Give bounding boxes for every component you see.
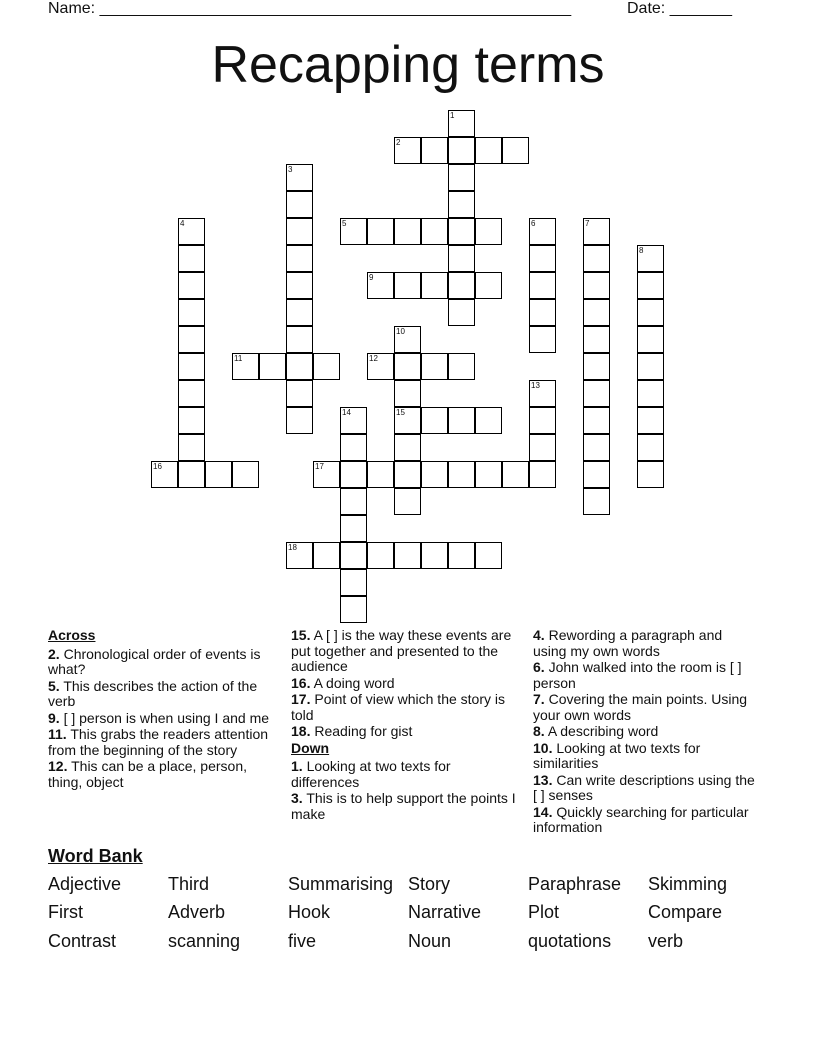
clue-across-17: 17. Point of view which the story is told: [291, 691, 505, 723]
clue-number: 17: [315, 462, 324, 471]
crossword-cell[interactable]: [286, 218, 313, 245]
crossword-cell[interactable]: [367, 218, 394, 245]
crossword-cell[interactable]: [178, 245, 205, 272]
clue-number: 4: [180, 219, 185, 228]
crossword-cell[interactable]: [340, 515, 367, 542]
clue-number: 18: [288, 543, 297, 552]
crossword-cell[interactable]: [475, 272, 502, 299]
crossword-cell[interactable]: [475, 137, 502, 164]
crossword-cell[interactable]: [421, 218, 448, 245]
crossword-cell[interactable]: [394, 380, 421, 407]
crossword-cell[interactable]: [340, 596, 367, 623]
clue-down-7: 7. Covering the main points. Using your own words: [533, 691, 748, 723]
word-bank-item: Contrast: [48, 931, 117, 951]
clue-down-6: 6. John walked into the room is [ ] person: [533, 659, 742, 691]
crossword-cell[interactable]: [286, 191, 313, 218]
crossword-cell[interactable]: [286, 326, 313, 353]
crossword-cell[interactable]: [448, 272, 475, 299]
crossword-cell[interactable]: [394, 218, 421, 245]
clue-number: 13: [531, 381, 540, 390]
word-bank-item: Adverb: [168, 902, 226, 922]
crossword-cell[interactable]: [529, 299, 556, 326]
crossword-cell[interactable]: [475, 407, 502, 434]
word-bank-item: scanning: [168, 931, 241, 951]
word-bank-item: Compare: [648, 902, 723, 922]
crossword-cell[interactable]: [583, 488, 610, 515]
crossword-cell[interactable]: [637, 272, 664, 299]
crossword-cell[interactable]: [583, 353, 610, 380]
clue-number: 9: [369, 273, 374, 282]
crossword-cell[interactable]: [583, 272, 610, 299]
page-title: Recapping terms: [211, 36, 605, 94]
crossword-cell[interactable]: [313, 542, 340, 569]
crossword-cell[interactable]: [421, 272, 448, 299]
crossword-cell[interactable]: [178, 218, 205, 245]
clue-down-1: 1. Looking at two texts for differences: [291, 758, 451, 790]
word-bank-item: Adjective: [48, 874, 122, 894]
crossword-cell[interactable]: [502, 461, 529, 488]
crossword-cell[interactable]: [178, 380, 205, 407]
crossword-cell[interactable]: [340, 461, 367, 488]
crossword-cell[interactable]: [340, 218, 367, 245]
crossword-cell[interactable]: [529, 461, 556, 488]
crossword-cell[interactable]: [232, 461, 259, 488]
crossword-cell[interactable]: [583, 326, 610, 353]
clue-across-9: 9. [ ] person is when using I and me: [48, 709, 270, 726]
crossword-cell[interactable]: [394, 407, 421, 434]
crossword-cell[interactable]: [475, 461, 502, 488]
crossword-cell[interactable]: [448, 137, 475, 164]
word-bank-item: Paraphrase: [528, 874, 622, 894]
clue-across-11: 11. This grabs the readers attention from the beginning of the story: [48, 726, 269, 758]
crossword-cell[interactable]: [340, 434, 367, 461]
crossword-cell[interactable]: [421, 407, 448, 434]
crossword-cell[interactable]: [394, 353, 421, 380]
crossword-cell[interactable]: [448, 164, 475, 191]
crossword-cell[interactable]: [637, 461, 664, 488]
crossword-cell[interactable]: [637, 299, 664, 326]
clue-down-3: 3. This is to help support the points I make: [291, 790, 516, 822]
clue-number: 6: [531, 219, 536, 228]
crossword-cell[interactable]: [394, 272, 421, 299]
crossword-cell[interactable]: [340, 569, 367, 596]
clue-across-15: 15. A [ ] is the way these events are put together and presented to the audience: [291, 627, 512, 674]
word-bank-item: Skimming: [648, 874, 728, 894]
crossword-cell[interactable]: [205, 461, 232, 488]
crossword-cell[interactable]: [367, 272, 394, 299]
crossword-cell[interactable]: [367, 353, 394, 380]
word-bank-item: Noun: [408, 931, 452, 951]
crossword-cell[interactable]: [448, 245, 475, 272]
crossword-cell[interactable]: [448, 191, 475, 218]
crossword-cell[interactable]: [529, 272, 556, 299]
crossword-cell[interactable]: [583, 299, 610, 326]
clue-down-8: 8. A describing word: [533, 723, 659, 739]
crossword-cell[interactable]: [286, 272, 313, 299]
clue-number: 1: [450, 111, 455, 120]
crossword-cell[interactable]: [475, 542, 502, 569]
crossword-cell[interactable]: [340, 407, 367, 434]
crossword-cell[interactable]: [502, 137, 529, 164]
crossword-cell[interactable]: [286, 299, 313, 326]
clue-number: 10: [396, 327, 405, 336]
crossword-cell[interactable]: [448, 461, 475, 488]
clue-down-10: 10. Looking at two texts for similarities: [533, 739, 701, 771]
word-bank-title: Word Bank: [48, 846, 143, 866]
crossword-cell[interactable]: [394, 488, 421, 515]
crossword-cell[interactable]: [448, 407, 475, 434]
crossword-cell[interactable]: [178, 353, 205, 380]
across-heading: Across: [48, 627, 96, 643]
crossword-cell[interactable]: [178, 299, 205, 326]
crossword-cell[interactable]: [583, 245, 610, 272]
crossword-cell[interactable]: [286, 353, 313, 380]
clue-number: 14: [342, 408, 351, 417]
crossword-cell[interactable]: [394, 461, 421, 488]
crossword-cell[interactable]: [637, 245, 664, 272]
crossword-cell[interactable]: [394, 434, 421, 461]
crossword-cell[interactable]: [637, 380, 664, 407]
crossword-cell[interactable]: [286, 542, 313, 569]
crossword-cell[interactable]: [259, 353, 286, 380]
word-bank-item: five: [288, 931, 317, 951]
crossword-cell[interactable]: [178, 461, 205, 488]
crossword-cell[interactable]: [286, 245, 313, 272]
down-heading: Down: [291, 739, 330, 756]
crossword-cell[interactable]: [286, 380, 313, 407]
word-bank-item: Story: [408, 874, 451, 894]
crossword-cell[interactable]: [178, 272, 205, 299]
crossword-cell[interactable]: [286, 164, 313, 191]
crossword-cell[interactable]: [394, 542, 421, 569]
crossword-cell[interactable]: [178, 434, 205, 461]
clue-number: 16: [153, 462, 162, 471]
clue-down-4: 4. Rewording a paragraph and using my own words: [533, 627, 723, 659]
crossword-cell[interactable]: [232, 353, 259, 380]
clues-column-3: [533, 628, 755, 837]
clue-down-13: 13. Can write descriptions using the [ ] senses: [533, 771, 755, 803]
word-bank-item: Hook: [288, 902, 331, 922]
word-bank-item: First: [48, 902, 83, 922]
name-field[interactable]: Name: _____________________________________________________: [48, 0, 572, 17]
clues-column-1: [48, 628, 280, 791]
clue-across-2: 2. Chronological order of events is what?: [48, 645, 261, 677]
crossword-cell[interactable]: [448, 299, 475, 326]
clue-number: 11: [234, 354, 243, 363]
crossword-cell[interactable]: [529, 434, 556, 461]
crossword-cell[interactable]: [448, 218, 475, 245]
crossword-cell[interactable]: [151, 461, 178, 488]
crossword-cell[interactable]: [313, 353, 340, 380]
word-bank-item: Summarising: [288, 874, 394, 894]
clue-number: 12: [369, 354, 378, 363]
clue-number: 15: [396, 408, 405, 417]
crossword-cell[interactable]: [583, 218, 610, 245]
word-bank-item: Plot: [528, 902, 560, 922]
crossword-cell[interactable]: [529, 407, 556, 434]
crossword-cell[interactable]: [583, 380, 610, 407]
crossword-cell[interactable]: [529, 326, 556, 353]
crossword-cell[interactable]: [421, 137, 448, 164]
clue-number: 3: [288, 165, 293, 174]
word-bank-item: Third: [168, 874, 210, 894]
crossword-cell[interactable]: [421, 461, 448, 488]
crossword-cell[interactable]: [286, 407, 313, 434]
crossword-cell[interactable]: [529, 218, 556, 245]
clue-number: 2: [396, 138, 401, 147]
crossword-cell[interactable]: [583, 407, 610, 434]
crossword-cell[interactable]: [583, 461, 610, 488]
crossword-cell[interactable]: [367, 542, 394, 569]
crossword-cell[interactable]: [178, 407, 205, 434]
word-bank-item: verb: [648, 931, 684, 951]
clue-down-14: 14. Quickly searching for particular information: [533, 803, 749, 835]
word-bank-item: quotations: [528, 931, 612, 951]
crossword-cell[interactable]: [448, 110, 475, 137]
crossword-cell[interactable]: [448, 353, 475, 380]
word-bank-item: Narrative: [408, 902, 482, 922]
clue-number: 8: [639, 246, 644, 255]
crossword-cell[interactable]: [340, 542, 367, 569]
clue-number: 5: [342, 219, 347, 228]
clue-across-5: 5. This describes the action of the verb: [48, 677, 258, 709]
clue-across-12: 12. This can be a place, person, thing, object: [48, 758, 247, 790]
crossword-cell[interactable]: [367, 461, 394, 488]
crossword-cell[interactable]: [475, 218, 502, 245]
crossword-cell[interactable]: [421, 353, 448, 380]
crossword-cell[interactable]: [421, 542, 448, 569]
crossword-cell[interactable]: [583, 434, 610, 461]
clue-across-16: 16. A doing word: [291, 674, 395, 691]
crossword-cell[interactable]: [637, 407, 664, 434]
crossword-cell[interactable]: [637, 434, 664, 461]
date-field[interactable]: Date: _______: [627, 0, 732, 17]
crossword-cell[interactable]: [529, 380, 556, 407]
crossword-cell[interactable]: [394, 137, 421, 164]
clues-column-2: [291, 628, 519, 823]
crossword-cell[interactable]: [448, 542, 475, 569]
clue-across-18: 18. Reading for gist: [291, 723, 413, 739]
crossword-cell[interactable]: [529, 245, 556, 272]
clue-number: 7: [585, 219, 590, 228]
crossword-cell[interactable]: [637, 326, 664, 353]
crossword-cell[interactable]: [637, 353, 664, 380]
crossword-cell[interactable]: [178, 326, 205, 353]
crossword-cell[interactable]: [340, 488, 367, 515]
crossword-cell[interactable]: [394, 326, 421, 353]
crossword-cell[interactable]: [313, 461, 340, 488]
